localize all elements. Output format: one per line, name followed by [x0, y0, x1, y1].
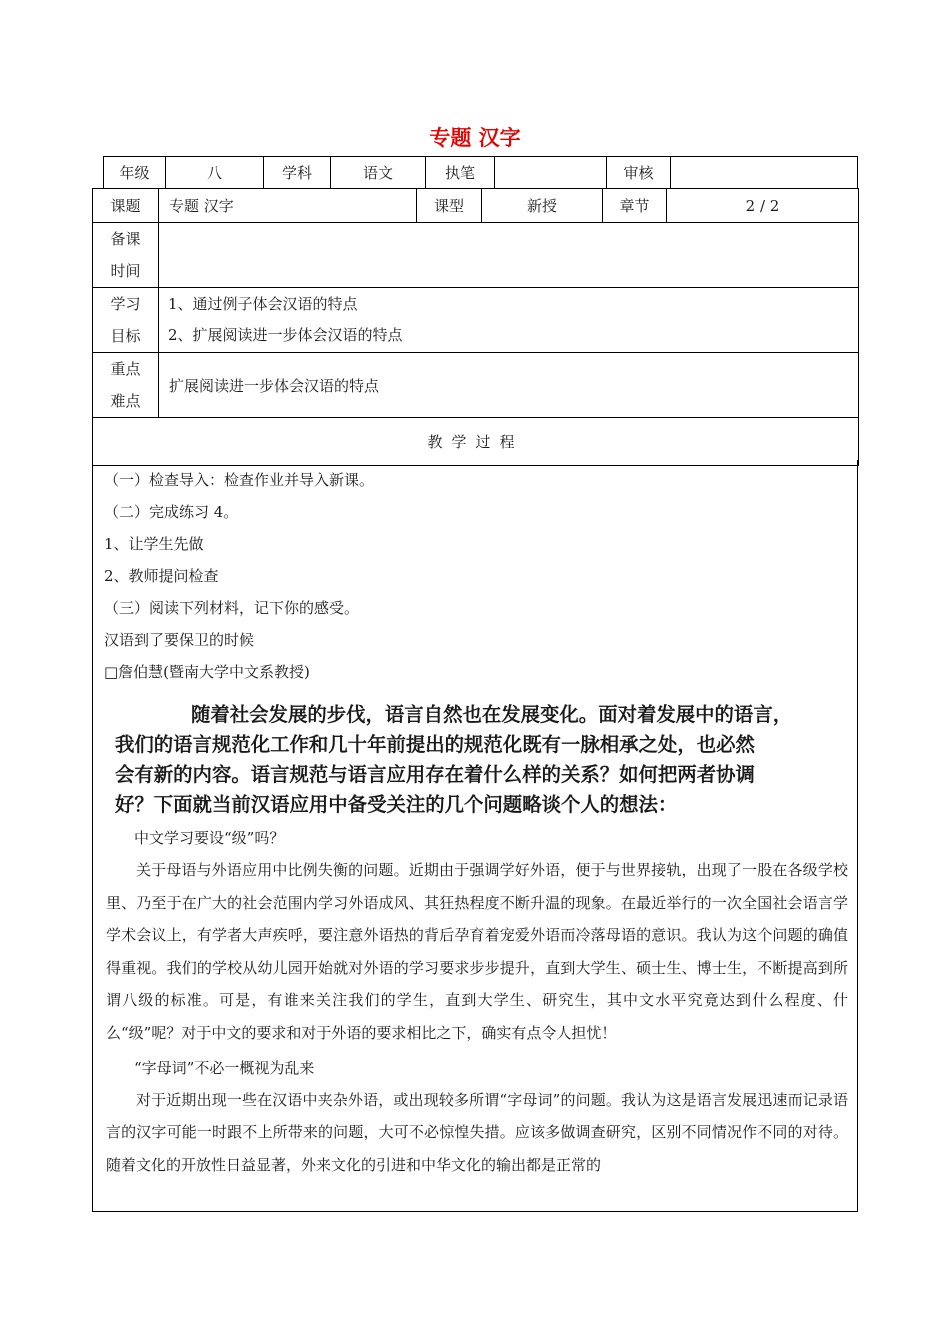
author-label: 执笔 [426, 157, 495, 189]
author-value [495, 157, 607, 189]
process-line: （一）检查导入：检查作业并导入新课。 [104, 471, 375, 489]
article-author: □詹伯慧(暨南大学中文系教授) [104, 663, 310, 681]
goals-label-line-1: 学习 [110, 295, 141, 313]
subject-label: 学科 [264, 157, 331, 189]
section-heading: 中文学习要设“级”吗？ [134, 829, 285, 847]
subject-value: 语文 [331, 157, 426, 189]
prep-time-label [93, 223, 159, 288]
process-header: 教学过程 [93, 418, 859, 466]
section-paragraph: 关于母语与外语应用中比例失衡的问题。近期由于强调学好外语，便于与世界接轨，出现了一股在各级学校里、乃至于在广大的社会范围内学习外语成风、其狂热程度不断升温的现象。在最近举行的一次全国社会语言学学术会议上，有学者大声疾呼，要注意外语热的背后孕育着宠爱外语而冷落母语的意识。我认为这个问题的确值得重视。我们的学校从幼儿园开始就对外语的学习要求步步提升，直到大学生、硕士生、博士生，不断提高到所谓八级的标准。可是，有谁来关注我们的学生，直到大学生、研究生，其中文水平究竟达到什么程度、什么“级”呢？对于中文的要求和对于外语的要求相比之下，确实有点令人担忧！ [106, 861, 848, 1042]
intro-line: 好？下面就当前汉语应用中备受关注的几个问题略谈个人的想法： [115, 793, 678, 816]
goals-label [93, 288, 159, 353]
goal-item: 2、扩展阅读进一步体会汉语的特点 [168, 326, 403, 344]
chapter-label: 章节 [603, 189, 667, 223]
process-line: 1、让学生先做 [104, 535, 204, 553]
chapter-value: 2 / 2 [667, 189, 859, 223]
section-heading: “字母词”不必一概视为乱来 [134, 1058, 315, 1077]
intro-line: 会有新的内容。语言规范与语言应用存在着什么样的关系？如何把两者协调 [115, 763, 755, 786]
prep-time-value [159, 223, 859, 288]
type-value: 新授 [482, 189, 603, 223]
page-title: 专题 汉字 [429, 126, 521, 150]
topic-label: 课题 [93, 189, 159, 223]
goals-label-line-2: 目标 [110, 327, 141, 345]
intro-line: 随着社会发展的步伐，语言自然也在发展变化。面对着发展中的语言， [191, 703, 793, 726]
teaching-process [92, 460, 858, 1212]
prep-label-line-2: 时间 [110, 262, 141, 280]
grade-value: 八 [166, 157, 264, 189]
process-line: （三）阅读下列材料，记下你的感受。 [104, 599, 360, 617]
intro-line: 我们的语言规范化工作和几十年前提出的规范化既有一脉相承之处，也必然 [115, 733, 755, 756]
goal-item: 1、通过例子体会汉语的特点 [168, 295, 358, 313]
review-label: 审核 [607, 157, 671, 189]
header-table [103, 156, 858, 189]
prep-label-line-1: 备课 [110, 230, 141, 248]
review-value [671, 157, 858, 189]
goals-value [159, 288, 859, 353]
key-label-line-2: 难点 [110, 392, 141, 410]
type-label: 课型 [417, 189, 482, 223]
section-paragraph: 对于近期出现一些在汉语中夹杂外语，或出现较多所谓“字母词”的问题。我认为这是语言发展迅速而记录语言的汉字可能一时跟不上所带来的问题，大可不必惊惶失措。应该多做调查研究，区别不同情况作不同的对待。随着文化的开放性日益显著，外来文化的引进和中华文化的输出都是正常的 [106, 1090, 848, 1174]
grade-label: 年级 [104, 157, 166, 189]
article-title: 汉语到了要保卫的时候 [104, 631, 255, 649]
process-line: （二）完成练习 4。 [104, 503, 239, 521]
topic-value: 专题 汉字 [159, 189, 417, 223]
key-points-value: 扩展阅读进一步体会汉语的特点 [159, 353, 859, 418]
article-intro [115, 700, 848, 820]
key-points-label [93, 353, 159, 418]
lesson-info-table [92, 188, 859, 466]
process-line: 2、教师提问检查 [104, 567, 219, 585]
key-label-line-1: 重点 [110, 360, 141, 378]
